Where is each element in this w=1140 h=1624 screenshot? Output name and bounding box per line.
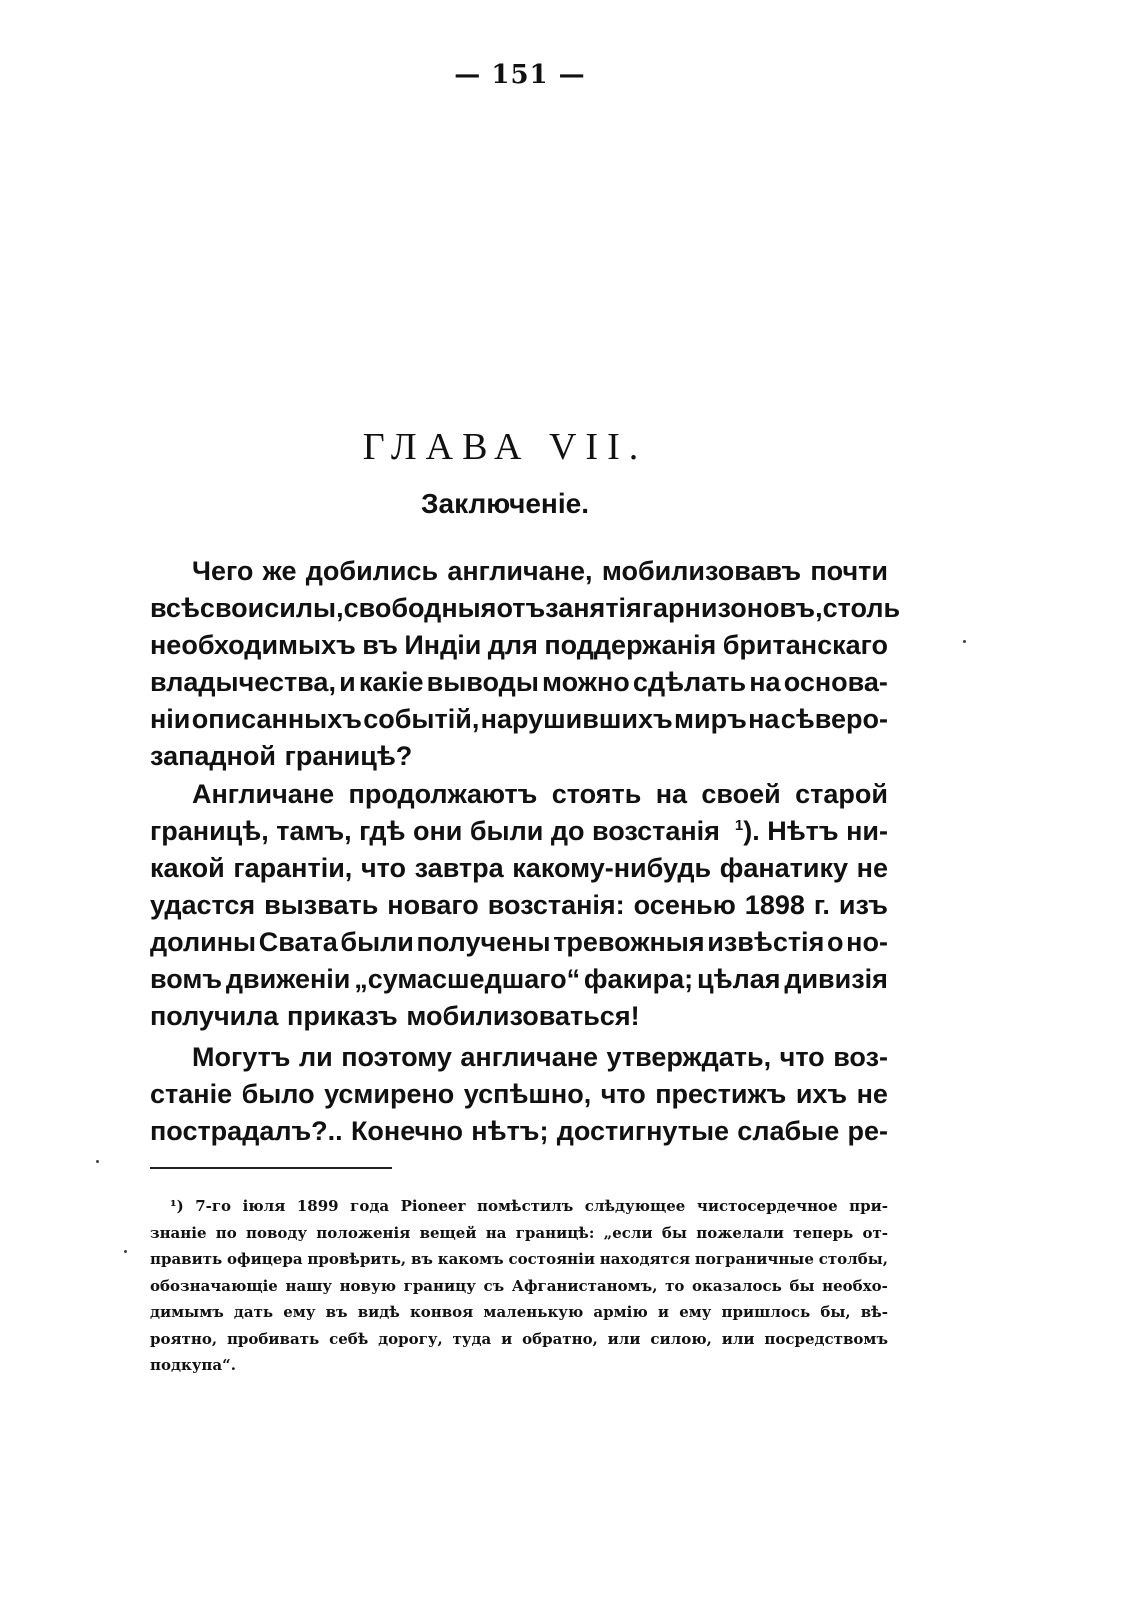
word: возстанія: bbox=[487, 890, 625, 920]
word: Свата bbox=[258, 927, 338, 957]
word: необходимыхъ bbox=[150, 630, 356, 660]
paragraph-line bbox=[150, 1113, 888, 1150]
word: армію bbox=[593, 1303, 648, 1321]
word: Конечно bbox=[350, 1116, 464, 1146]
word: удастся bbox=[150, 890, 256, 920]
word: гарантіи, bbox=[233, 853, 353, 883]
word: воз- bbox=[833, 1042, 888, 1072]
word: Индіи bbox=[404, 630, 482, 660]
word: отъ bbox=[496, 593, 546, 623]
word: ре- bbox=[847, 1116, 888, 1146]
word: помѣстилъ bbox=[477, 1197, 574, 1215]
word: столь bbox=[822, 593, 901, 623]
word: ему bbox=[679, 1303, 712, 1321]
word: пожелали bbox=[696, 1223, 784, 1242]
word: какіе bbox=[358, 667, 424, 697]
word: димымъ bbox=[150, 1303, 224, 1321]
word: извѣстія bbox=[707, 927, 825, 957]
word: старой bbox=[795, 779, 888, 809]
word: не bbox=[856, 853, 888, 883]
word: обратно, bbox=[522, 1329, 598, 1348]
word: поводу bbox=[246, 1223, 308, 1242]
word: пограничные bbox=[694, 1250, 814, 1268]
paragraph-line bbox=[150, 701, 888, 738]
word: править bbox=[150, 1250, 223, 1268]
word: владычества, bbox=[150, 667, 336, 697]
word: находятся bbox=[599, 1250, 691, 1268]
footnote-reference[interactable]: $^1$). Нѣтъ ни- bbox=[734, 816, 888, 846]
word: ему bbox=[283, 1303, 316, 1321]
word: приказъ bbox=[287, 1001, 398, 1031]
word: продолжаютъ bbox=[348, 779, 538, 809]
paragraph-line bbox=[150, 553, 888, 590]
word: долины bbox=[150, 927, 257, 957]
word: или bbox=[607, 1329, 641, 1348]
paragraph-line bbox=[150, 998, 888, 1035]
footnote-line bbox=[150, 1246, 888, 1273]
word: новую bbox=[339, 1276, 396, 1295]
word: какомъ bbox=[437, 1250, 504, 1268]
word: теперь bbox=[793, 1223, 854, 1242]
word: оказалось bbox=[692, 1276, 782, 1295]
word: изъ bbox=[838, 890, 888, 920]
word: Чего bbox=[192, 556, 254, 586]
word: выводы bbox=[426, 667, 539, 697]
word: вѣ- bbox=[860, 1303, 888, 1321]
word: же bbox=[262, 556, 297, 586]
word: себѣ bbox=[329, 1329, 369, 1348]
word: вомъ bbox=[150, 964, 223, 994]
word: дивизія bbox=[784, 964, 888, 994]
word: не bbox=[856, 1079, 888, 1109]
word: британскаго bbox=[722, 630, 888, 660]
scan-speck bbox=[124, 1250, 127, 1253]
word: ніи bbox=[150, 704, 191, 734]
word: силы, bbox=[264, 593, 344, 623]
word: завтра bbox=[414, 853, 504, 883]
word: какому-нибудь bbox=[512, 853, 712, 883]
word: бы bbox=[789, 1276, 815, 1295]
word: или bbox=[721, 1329, 755, 1348]
paragraph-line bbox=[150, 738, 888, 775]
word: и bbox=[339, 667, 356, 697]
paragraph-line bbox=[150, 813, 888, 850]
paragraph-1 bbox=[150, 553, 901, 775]
word: мобилизоваться! bbox=[406, 1001, 640, 1031]
word: Англичане bbox=[192, 779, 335, 809]
word: успѣшно, bbox=[463, 1079, 592, 1109]
footnote-divider bbox=[150, 1167, 392, 1169]
word: „если bbox=[603, 1223, 653, 1242]
word: 1898 bbox=[744, 890, 805, 920]
word: дать bbox=[233, 1303, 274, 1321]
word: то bbox=[665, 1276, 685, 1295]
paragraph-line bbox=[150, 850, 888, 887]
word: въ bbox=[362, 630, 398, 660]
word: занятія bbox=[545, 593, 642, 623]
word: посредствомъ bbox=[764, 1329, 888, 1348]
word: ¹) bbox=[170, 1197, 184, 1215]
word: бы, bbox=[820, 1303, 851, 1321]
word: офицера bbox=[227, 1250, 303, 1268]
footnote bbox=[150, 1193, 888, 1379]
word: что bbox=[779, 1042, 825, 1072]
word: станіе bbox=[150, 1079, 233, 1109]
word: усмирено bbox=[324, 1079, 455, 1109]
word: престижъ bbox=[655, 1079, 787, 1109]
word: „сумасшедшаго“ bbox=[354, 964, 581, 994]
word: утверждать, bbox=[606, 1042, 772, 1072]
word: на bbox=[748, 704, 780, 734]
paragraph-line bbox=[150, 1076, 888, 1113]
word: нѣтъ; bbox=[471, 1116, 549, 1146]
chapter-title: Заключеніе. bbox=[421, 488, 589, 519]
word: получены bbox=[416, 927, 551, 957]
word: вещей bbox=[419, 1223, 477, 1242]
word: состояніи bbox=[508, 1250, 595, 1268]
word: гарнизоновъ, bbox=[641, 593, 823, 623]
word: провѣрить, bbox=[307, 1250, 407, 1268]
word: маленькую bbox=[483, 1303, 584, 1321]
word: границу bbox=[403, 1276, 476, 1295]
word: можно bbox=[542, 667, 630, 697]
word: для bbox=[487, 630, 538, 660]
word: стоять bbox=[551, 779, 642, 809]
word: г. bbox=[813, 890, 830, 920]
word: съ bbox=[483, 1276, 505, 1295]
word: пробивать bbox=[226, 1329, 320, 1348]
word: всѣ bbox=[150, 593, 200, 623]
paragraph-3 bbox=[150, 1039, 888, 1150]
word: свободныя bbox=[343, 593, 497, 623]
word: въ bbox=[325, 1303, 348, 1321]
word: чистосердечное bbox=[696, 1197, 838, 1215]
paragraph-line bbox=[150, 887, 888, 924]
word: факира; bbox=[583, 964, 694, 994]
paragraph-line bbox=[150, 776, 888, 813]
paragraph-line-text: границѣ, тамъ, гдѣ они были до возстанія bbox=[150, 816, 720, 846]
footnote-line bbox=[150, 1193, 888, 1220]
word: знаніе bbox=[150, 1223, 207, 1242]
word: нашу bbox=[285, 1276, 332, 1295]
word: англичане bbox=[460, 1042, 599, 1072]
word: сдѣлать bbox=[632, 667, 747, 697]
word: роятно, bbox=[150, 1329, 218, 1348]
word: обозначающіе bbox=[150, 1276, 278, 1295]
word: года bbox=[350, 1197, 390, 1215]
scan-speck bbox=[963, 640, 966, 643]
footnote-line bbox=[150, 1299, 888, 1326]
word: описанныхъ bbox=[191, 704, 362, 734]
word: какой bbox=[150, 853, 225, 883]
word: поэтому bbox=[341, 1042, 452, 1072]
word: достигнутые bbox=[556, 1116, 730, 1146]
word: ихъ bbox=[795, 1079, 848, 1109]
word: о bbox=[826, 927, 844, 957]
word: слѣдующее bbox=[584, 1197, 686, 1215]
word: мобилизовавъ bbox=[601, 556, 802, 586]
word: получила bbox=[150, 1001, 279, 1031]
paragraph-line bbox=[150, 664, 888, 701]
word: что bbox=[600, 1079, 646, 1109]
word: подкупа“. bbox=[150, 1356, 236, 1374]
word: дорогу, bbox=[378, 1329, 443, 1348]
word: поддержанія bbox=[544, 630, 717, 660]
word: положенія bbox=[316, 1223, 411, 1242]
chapter-heading: ГЛАВА VII. bbox=[362, 426, 648, 468]
word: миръ bbox=[674, 704, 747, 734]
word: по bbox=[215, 1223, 237, 1242]
word: Афганистаномъ, bbox=[511, 1276, 658, 1295]
word: столбы, bbox=[818, 1250, 888, 1268]
word: бы bbox=[661, 1223, 687, 1242]
word: силою, bbox=[650, 1329, 712, 1348]
footnote-line bbox=[150, 1352, 888, 1379]
paragraph-line bbox=[150, 924, 888, 961]
footnote-line bbox=[150, 1220, 888, 1247]
word: видѣ bbox=[357, 1303, 400, 1321]
word: добились bbox=[305, 556, 439, 586]
word: конвоя bbox=[409, 1303, 474, 1321]
word: границѣ: bbox=[515, 1223, 595, 1242]
word: и bbox=[657, 1303, 670, 1321]
word: цѣлая bbox=[697, 964, 781, 994]
paragraph-line bbox=[150, 961, 888, 998]
word: основа- bbox=[783, 667, 888, 697]
word: Pioneer bbox=[400, 1197, 466, 1215]
footnote-line bbox=[150, 1326, 888, 1353]
page-number: — 151 — bbox=[454, 60, 586, 90]
word: свои bbox=[199, 593, 265, 623]
word: въ bbox=[410, 1250, 433, 1268]
word: осенью bbox=[633, 890, 736, 920]
word: 1899 bbox=[296, 1197, 339, 1215]
paragraph-line bbox=[150, 627, 888, 664]
word: что bbox=[360, 853, 406, 883]
paragraph-line bbox=[150, 1039, 888, 1076]
word: своей bbox=[701, 779, 781, 809]
word: вызвать bbox=[264, 890, 379, 920]
word: сѣверо- bbox=[780, 704, 888, 734]
word: фанатику bbox=[719, 853, 849, 883]
word: 7-го bbox=[195, 1197, 232, 1215]
word: движеніи bbox=[225, 964, 351, 994]
word: на bbox=[485, 1223, 507, 1242]
word: и bbox=[501, 1329, 513, 1348]
scan-speck bbox=[96, 1160, 99, 1163]
word: англичане, bbox=[447, 556, 593, 586]
word: при- bbox=[849, 1197, 888, 1215]
word: новаго bbox=[387, 890, 479, 920]
word: событій, bbox=[363, 704, 480, 734]
word: ли bbox=[298, 1042, 333, 1072]
word: от- bbox=[862, 1223, 888, 1242]
footnote-line bbox=[150, 1273, 888, 1300]
word: было bbox=[241, 1079, 315, 1109]
paragraph-2 bbox=[150, 776, 888, 1035]
word: тревожныя bbox=[553, 927, 705, 957]
word: на bbox=[655, 779, 688, 809]
word: туда bbox=[452, 1329, 492, 1348]
word: пришлось bbox=[721, 1303, 811, 1321]
word: западной bbox=[150, 741, 276, 771]
word: но- bbox=[846, 927, 888, 957]
word: почти bbox=[810, 556, 888, 586]
paragraph-line bbox=[150, 590, 901, 627]
word: границѣ? bbox=[284, 741, 413, 771]
word: слабые bbox=[737, 1116, 840, 1146]
word: на bbox=[749, 667, 781, 697]
word: іюля bbox=[242, 1197, 286, 1215]
word: необхо- bbox=[822, 1276, 888, 1295]
word: были bbox=[340, 927, 414, 957]
word: Могутъ bbox=[192, 1042, 291, 1072]
word: нарушившихъ bbox=[480, 704, 673, 734]
word: пострадалъ?.. bbox=[150, 1116, 343, 1146]
